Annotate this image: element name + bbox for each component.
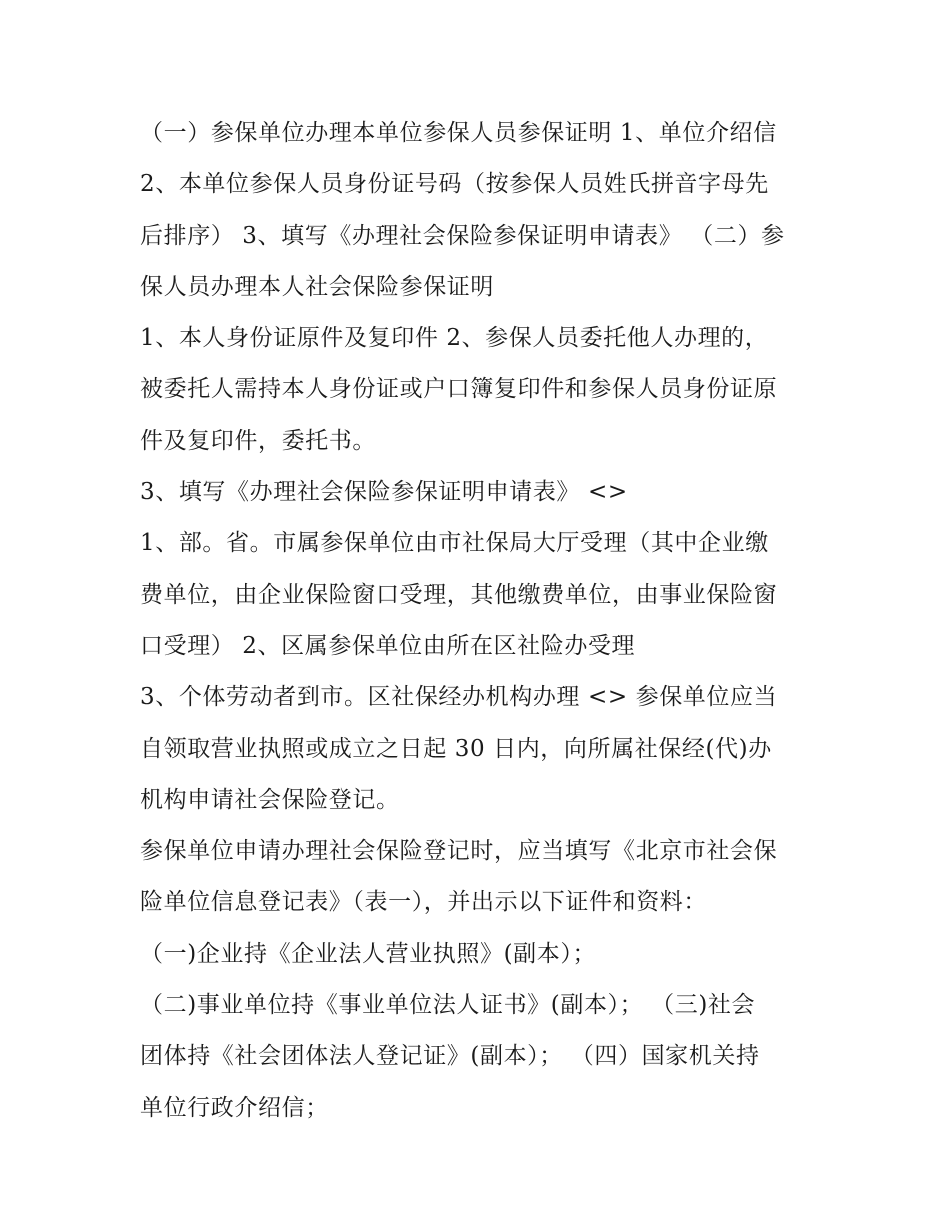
text-line: 险单位信息登记表》（表一），并出示以下证件和资料： xyxy=(140,889,707,916)
document-body xyxy=(140,108,830,1134)
text-line: （二)事业单位持《事业单位法人证书》(副本）； （三)社会 xyxy=(140,992,756,1019)
text-line: 被委托人需持本人身份证或户口簿复印件和参保人员身份证原 xyxy=(140,376,778,403)
text-line: 2、本单位参保人员身份证号码（按参保人员姓氏拼音字母先 xyxy=(140,171,769,198)
text-line: 3、个体劳动者到市。区社保经办机构办理 <> 参保单位应当 xyxy=(140,684,778,711)
text-line: 费单位，由企业保险窗口受理，其他缴费单位，由事业保险窗 xyxy=(140,581,778,608)
text-line: 口受理） 2、区属参保单位由所在区社险办受理 xyxy=(140,632,636,659)
text-line: （一)企业持《企业法人营业执照》(副本）； xyxy=(140,940,597,967)
text-line: 团体持《社会团体法人登记证》(副本）； （四）国家机关持 xyxy=(140,1043,760,1070)
text-line: 3、填写《办理社会保险参保证明申请表》 <> xyxy=(140,479,628,506)
text-line: 单位行政介绍信； xyxy=(140,1094,329,1121)
text-line: 保人员办理本人社会保险参保证明 xyxy=(140,273,494,300)
text-line: 自领取营业执照或成立之日起 30 日内，向所属社保经(代)办 xyxy=(140,735,772,762)
text-line: 机构申请社会保险登记。 xyxy=(140,786,400,813)
text-line: 件及复印件，委托书。 xyxy=(140,427,376,454)
text-line: 后排序） 3、填写《办理社会保险参保证明申请表》 （二）参 xyxy=(140,222,785,249)
text-line: 1、本人身份证原件及复印件 2、参保人员委托他人办理的， xyxy=(140,325,769,352)
text-line: （一）参保单位办理本单位参保人员参保证明 1、单位介绍信 xyxy=(140,120,777,146)
text-line: 1、部。省。市属参保单位由市社保局大厅受理（其中企业缴 xyxy=(140,530,769,557)
text-line: 参保单位申请办理社会保险登记时，应当填写《北京市社会保 xyxy=(140,838,778,865)
